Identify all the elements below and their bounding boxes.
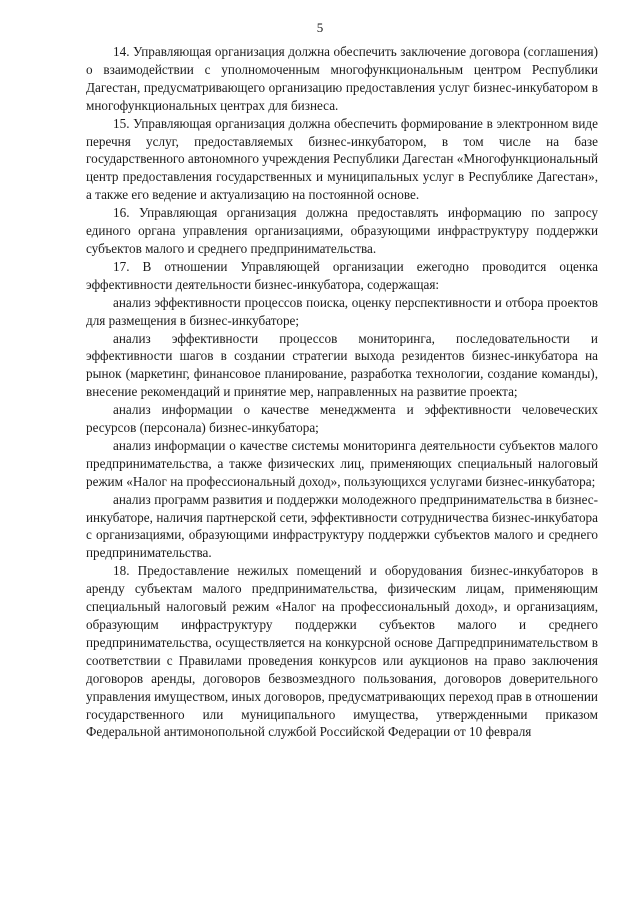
- paragraph-15: 15. Управляющая организация должна обеспечить формирование в электронном виде перечня услуг, предоставляемых бизнес-инкубатором, в том числе на базе государственного автономного учреждения Республики Дагестан «Многофункциональный центр предоставления государственных и муниципальных услуг в Республике Дагестан», а также его ведение и актуализацию на постоянной основе.: [86, 115, 598, 203]
- paragraph-17-item-4: анализ информации о качестве системы мониторинга деятельности субъектов малого предпринимательства, а также физических лиц, применяющих специальный налоговый режим «Налог на профессиональный доход», пользующихся услугами бизнес-инкубатора;: [86, 437, 598, 489]
- document-body: [86, 43, 598, 741]
- paragraph-14: 14. Управляющая организация должна обеспечить заключение договора (соглашения) о взаимодействии с уполномоченным многофункциональным центром Республики Дагестан, предусматривающего организацию предоставления услуг бизнес-инкубатором в многофункциональных центрах для бизнеса.: [86, 44, 598, 113]
- paragraph-16: 16. Управляющая организация должна предоставлять информацию по запросу единого органа управления организациями, образующими инфраструктуру поддержки субъектов малого и среднего предпринимательства.: [86, 205, 598, 256]
- paragraph-18: 18. Предоставление нежилых помещений и оборудования бизнес-инкубаторов в аренду субъектам малого предпринимательства, физическим лицам, применяющим специальный налоговый режим «Налог на профессиональный доход», и организациям, образующим инфраструктуру поддержки субъектов малого и среднего предпринимательства, осуществляется на конкурсной основе Дагпредпринимательством в соответствии с Правилами проведения конкурсов или аукционов на право заключения договоров аренды, договоров безвозмездного пользования, договоров доверительного управления имуществом, иных договоров, предусматривающих переход прав в отношении государственного или муниципального имущества, утвержденными приказом Федеральной антимонопольной службой Российской Федерации от 10 февраля: [86, 563, 598, 740]
- page-number: 5: [316, 20, 324, 35]
- paragraph-17-item-5: анализ программ развития и поддержки молодежного предпринимательства в бизнес-инкубаторе, наличия партнерской сети, эффективности сотрудничества бизнес-инкубатора с организациями, образующими инфраструктуру поддержки субъектов малого и среднего предпринимательства.: [86, 491, 598, 561]
- paragraph-17: 17. В отношении Управляющей организации ежегодно проводится оценка эффективности деятельности бизнес-инкубатора, содержащая:: [86, 258, 598, 292]
- paragraph-17-item-3: анализ информации о качестве менеджмента и эффективности человеческих ресурсов (персонала) бизнес-инкубатора;: [86, 402, 598, 436]
- paragraph-17-item-2: анализ эффективности процессов мониторинга, последовательности и эффективности шагов в создании стратегии выхода резидентов бизнес-инкубатора на рынок (маркетинг, финансовое планирование, разработка технологии, создание команды), внесение рекомендаций и принятие мер, направленных на развитие проекта;: [86, 330, 598, 400]
- paragraph-17-item-1: анализ эффективности процессов поиска, оценку перспективности и отбора проектов для размещения в бизнес-инкубаторе;: [86, 294, 598, 328]
